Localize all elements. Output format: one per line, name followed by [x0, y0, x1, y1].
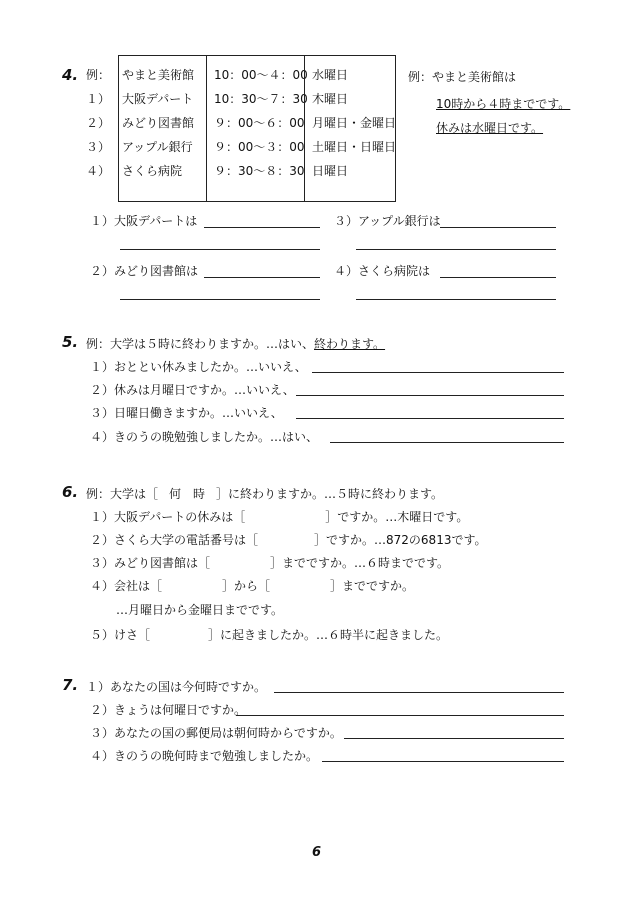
answer-line[interactable] [312, 372, 564, 373]
answer-line[interactable] [344, 738, 564, 739]
schedule-closed-day: 日曜日 [312, 164, 349, 178]
answer-line[interactable] [120, 299, 320, 300]
schedule-hours: 10：30～７：30 [214, 92, 308, 106]
page-number: 6 [312, 845, 322, 860]
q7-item-1: １）あなたの国は今何時ですか。 [86, 680, 267, 694]
schedule-place: 大阪デパート [122, 92, 194, 106]
q6-item-5 [90, 626, 448, 643]
q4-number: 4. [62, 66, 79, 84]
q4-answer-1: １）大阪デパートは [90, 214, 198, 228]
q4-answer-2: ２）みどり図書館は [90, 264, 199, 278]
q4-answer-3: ３）アップル銀行は [334, 214, 441, 228]
schedule-row-label: 例： [86, 68, 111, 82]
schedule-closed-day: 水曜日 [312, 68, 349, 82]
schedule-closed-day: 木曜日 [312, 92, 349, 106]
q4-example-line2: 休みは水曜日です。 [436, 121, 544, 135]
q4-example-head: 例：やまと美術館は [408, 70, 517, 84]
table-column-divider [206, 55, 207, 202]
answer-line[interactable] [440, 277, 556, 278]
q6-item-text: ］までですか。…６時までです。 [270, 556, 450, 570]
q6-item-text: ］から［ [222, 579, 271, 593]
schedule-hours: ９：30～８：30 [214, 164, 305, 178]
answer-line[interactable] [120, 249, 320, 250]
q6-item-text: ］に起きましたか。…６時半に起きました。 [208, 628, 449, 642]
q6-item-3 [90, 554, 449, 571]
schedule-place: やまと美術館 [122, 68, 195, 82]
schedule-closed-day: 月曜日・金曜日 [312, 116, 397, 130]
schedule-place: さくら病院 [122, 164, 183, 178]
q6-item-text: ２）さくら大学の電話番号は［ [90, 533, 259, 547]
schedule-hours: ９：00～６：00 [214, 116, 305, 130]
schedule-closed-day: 土曜日・日曜日 [312, 140, 397, 154]
schedule-hours: ９：00～３：00 [214, 140, 305, 154]
q6-example [86, 485, 443, 502]
q6-example-text: ］に終わりますか。…５時に終わります。 [216, 487, 444, 501]
q4-answer-4: ４）さくら病院は [334, 264, 431, 278]
q5-item-1: １）おととい休みましたか。…いいえ、 [90, 360, 307, 374]
q5-item-3: ３）日曜日働きますか。…いいえ、 [90, 406, 283, 420]
q6-item-text: ３）みどり図書館は［ [90, 556, 211, 570]
q7-item-3: ３）あなたの国の郵便局は朝何時からですか。 [90, 726, 342, 740]
q6-number: 6. [62, 483, 79, 501]
q6-item-text: ］までですか。 [330, 579, 415, 593]
answer-line[interactable] [274, 692, 564, 693]
q6-item-2 [90, 531, 487, 548]
q7-item-4: ４）きのうの晩何時まで勉強しましたか。 [90, 749, 319, 763]
schedule-row-label: ４） [86, 164, 111, 178]
q6-item-text: ５）けさ［ [90, 628, 151, 642]
q4-example-line1: 10時から４時までです。 [436, 97, 571, 111]
answer-line[interactable] [204, 277, 320, 278]
schedule-hours: 10：00～４：00 [214, 68, 308, 82]
schedule-row-label: ３） [86, 140, 111, 154]
q6-item-text: ４）会社は［ [90, 579, 163, 593]
q6-item-text: ］ですか。…木曜日です。 [325, 510, 469, 524]
q6-item-4-answer: …月曜日から金曜日までです。 [116, 603, 284, 617]
q5-number: 5. [62, 333, 79, 351]
q6-item-1 [90, 508, 468, 525]
answer-line[interactable] [330, 442, 564, 443]
table-column-divider [304, 55, 305, 202]
answer-line[interactable] [204, 227, 320, 228]
q6-item-text: １）大阪デパートの休みは［ [90, 510, 246, 524]
q5-item-4: ４）きのうの晩勉強しましたか。…はい、 [90, 430, 319, 444]
schedule-place: みどり図書館 [122, 116, 195, 130]
q7-number: 7. [62, 676, 79, 694]
q7-item-2: ２）きょうは何曜日ですか。 [90, 703, 247, 717]
q5-item-2: ２）休みは月曜日ですか。…いいえ、 [90, 383, 295, 397]
q5-example-question: 例：大学は５時に終わりますか。…はい、 [86, 337, 315, 351]
answer-line[interactable] [296, 395, 564, 396]
q5-example-answer: 終わります。 [314, 337, 386, 351]
schedule-row-label: ２） [86, 116, 111, 130]
answer-line[interactable] [296, 418, 564, 419]
answer-line[interactable] [356, 299, 556, 300]
q5-example [86, 335, 385, 352]
schedule-place: アップル銀行 [122, 140, 193, 154]
q6-item-4 [90, 577, 414, 594]
q6-example-fill: 何 時 [169, 487, 206, 501]
answer-line[interactable] [356, 249, 556, 250]
q6-example-text: 例：大学は［ [86, 487, 159, 501]
q6-item-text: ］ですか。…872の6813です。 [314, 533, 487, 547]
answer-line[interactable] [322, 761, 564, 762]
answer-line[interactable] [236, 715, 564, 716]
schedule-row-label: １） [86, 92, 111, 106]
answer-line[interactable] [440, 227, 556, 228]
